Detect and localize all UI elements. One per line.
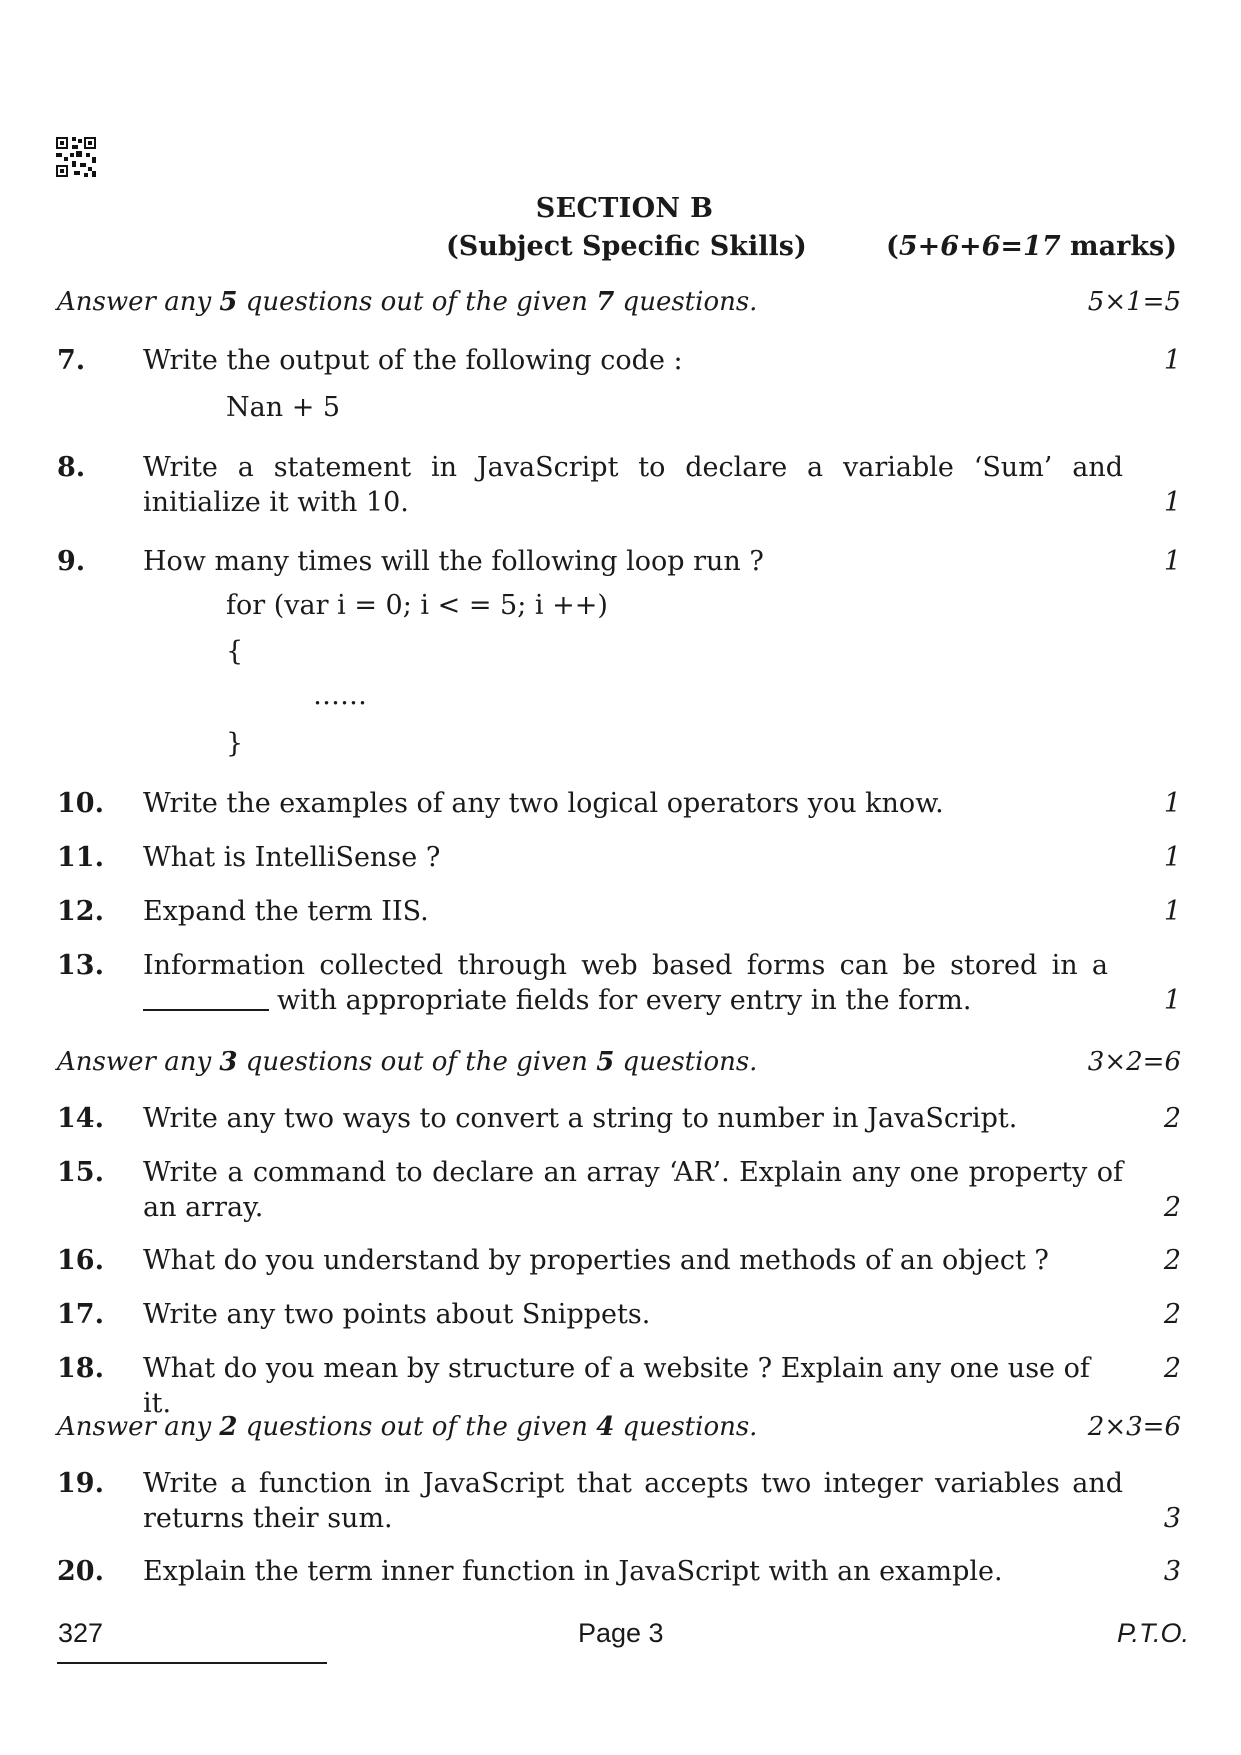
question-marks: 1 <box>1163 985 1181 1016</box>
question-number: 14. <box>57 1103 104 1134</box>
question-marks: 2 <box>1163 1103 1181 1134</box>
code-line: for (var i = 0; i < = 5; i ++) <box>226 590 608 621</box>
question-number: 12. <box>57 896 104 927</box>
question-text: Explain the term inner function in JavaScript with an example. <box>143 1556 1003 1587</box>
code-snippet: Nan + 5 <box>226 392 341 423</box>
question-text: Write a command to declare an array ‘AR’. Explain any one property of an array. <box>143 1157 1123 1223</box>
question-number: 20. <box>57 1556 104 1587</box>
question-text: Write any two points about Snippets. <box>143 1299 651 1330</box>
question-marks: 2 <box>1163 1245 1181 1276</box>
question-number: 13. <box>57 950 104 981</box>
question-text: Write the output of the following code : <box>143 345 683 376</box>
question-number: 17. <box>57 1299 104 1330</box>
question-text: What is IntelliSense ? <box>143 842 441 873</box>
question-text: Write any two ways to convert a string to number in JavaScript. <box>143 1103 1018 1134</box>
qr-code-icon <box>56 137 96 177</box>
page-number: Page 3 <box>578 1618 664 1648</box>
question-text: Write a function in JavaScript that accepts two integer variables and returns their sum. <box>143 1468 1123 1534</box>
question-marks: 3 <box>1163 1556 1181 1587</box>
question-text: Write a statement in JavaScript to declare a variable ‘Sum’ and initialize it with 10. <box>143 452 1123 518</box>
question-marks: 1 <box>1163 896 1181 927</box>
question-text: What do you understand by properties and methods of an object ? <box>143 1245 1049 1276</box>
question-number: 16. <box>57 1245 104 1276</box>
question-text: What do you mean by structure of a website ? Explain any one use of it. <box>143 1353 1090 1419</box>
question-text: How many times will the following loop run ? <box>143 546 764 577</box>
section-marks: (5+6+6=17 marks) <box>886 231 1177 262</box>
question-text: Write the examples of any two logical operators you know. <box>143 788 944 819</box>
question-marks: 1 <box>1163 345 1181 376</box>
section-subtitle: (Subject Specific Skills) <box>446 231 807 262</box>
question-marks: 1 <box>1163 788 1181 819</box>
question-number: 18. <box>57 1353 104 1384</box>
group-marks: 3×2=6 <box>1087 1047 1181 1077</box>
question-number: 15. <box>57 1157 104 1188</box>
section-title: SECTION B <box>535 193 714 224</box>
please-turn-over: P.T.O. <box>1116 1618 1189 1648</box>
question-marks: 2 <box>1163 1299 1181 1330</box>
question-marks: 1 <box>1163 546 1181 577</box>
question-marks: 3 <box>1163 1503 1181 1534</box>
question-number: 11. <box>57 842 104 873</box>
question-text: Information collected through web based forms can be stored in a with appropriate fields for every entry in the form. <box>143 950 1108 1016</box>
footer-divider <box>57 1662 327 1664</box>
question-number: 9. <box>57 546 86 577</box>
question-marks: 2 <box>1163 1192 1181 1223</box>
code-body: …… <box>313 680 367 711</box>
question-number: 19. <box>57 1468 104 1499</box>
group-instruction: Answer any 5 questions out of the given 7 questions. 5×1=5 <box>57 287 1181 317</box>
code-brace-open: { <box>226 636 244 667</box>
question-marks: 2 <box>1163 1353 1181 1384</box>
group-instruction: Answer any 3 questions out of the given 5 questions. 3×2=6 <box>57 1047 1181 1077</box>
question-text: Expand the term IIS. <box>143 896 429 927</box>
question-number: 8. <box>57 452 86 483</box>
group-marks: 5×1=5 <box>1087 287 1181 317</box>
paper-code: 327 <box>58 1618 104 1648</box>
code-brace-close: } <box>226 728 244 759</box>
group-instruction: Answer any 2 questions out of the given 4 questions. 2×3=6 <box>57 1412 1181 1442</box>
question-marks: 1 <box>1163 487 1181 518</box>
fill-in-blank <box>143 1009 269 1011</box>
group-marks: 2×3=6 <box>1087 1412 1181 1442</box>
question-marks: 1 <box>1163 842 1181 873</box>
question-number: 7. <box>57 345 86 376</box>
question-number: 10. <box>57 788 104 819</box>
